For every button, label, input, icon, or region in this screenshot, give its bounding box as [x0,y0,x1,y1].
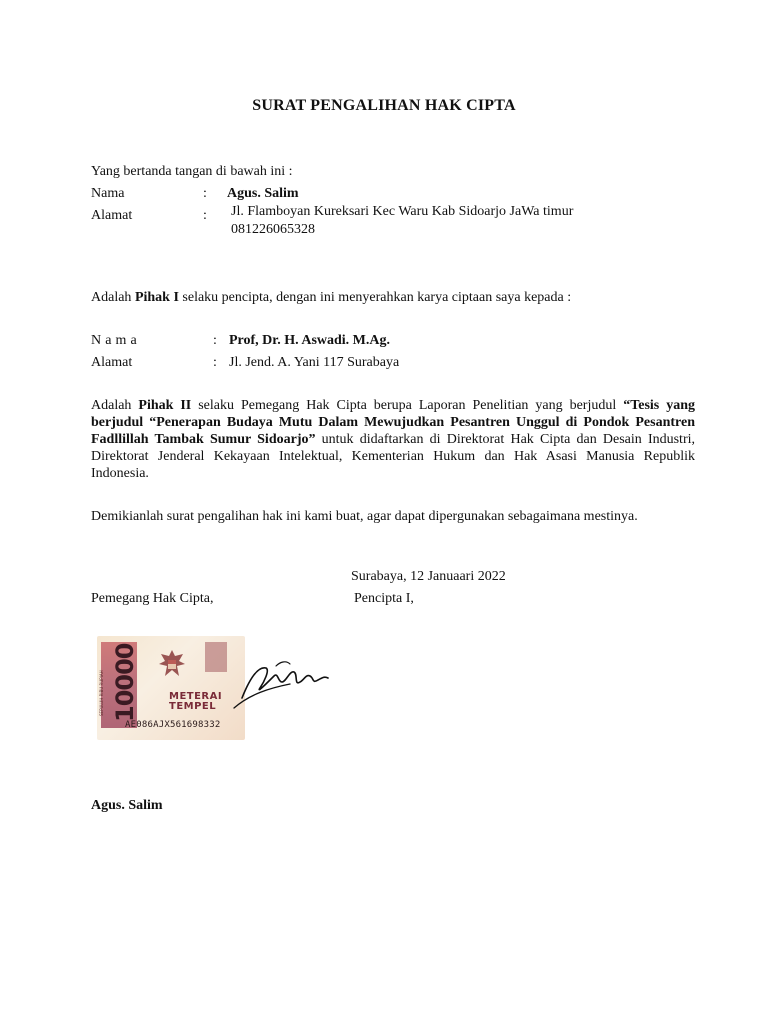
party1-address-line1: Jl. Flamboyan Kureksari Kec Waru Kab Sidoarjo JaWa timur [231,204,574,219]
signer-name: Agus. Salim [91,798,163,813]
party1-address-line2: 081226065328 [231,222,315,237]
party2-address-label: Alamat [91,355,133,370]
closing-paragraph: Demikianlah surat pengalihan hak ini kami buat, agar dapat dipergunakan sebagaimana mestinya. [91,509,638,524]
holder-label: Pemegang Hak Cipta, [91,591,214,606]
garuda-emblem-icon [157,648,187,682]
document-title: SURAT PENGALIHAN HAK CIPTA [252,97,516,114]
party1-address-colon: : [203,208,207,223]
stamp-serial: AE086AJX561698332 [125,720,221,730]
stamp-text-line2: TEMPEL [169,701,217,712]
party2-address-colon: : [213,355,217,370]
creator-label: Pencipta I, [354,591,414,606]
party1-address-label: Alamat [91,208,133,223]
party1-name-label: Nama [91,186,125,201]
stamp-text-line1: METERAI [169,691,223,702]
party2-name: Prof, Dr. H. Aswadi. M.Ag. [229,333,390,348]
stamp-signature-area [92,628,332,752]
stamp-text [169,692,222,712]
pihak1-sentence: Adalah Pihak I selaku pencipta, dengan ini menyerahkan karya ciptaan saya kepada : [91,290,572,305]
stamp-side-text: SEPULUH RIBU RUPIAH [99,670,104,716]
signature-image [220,638,332,718]
party2-address: Jl. Jend. A. Yani 117 Surabaya [229,355,400,370]
intro-text: Yang bertanda tangan di bawah ini : [91,164,293,179]
place-date: Surabaya, 12 Januaari 2022 [351,569,506,584]
party1-name: Agus. Salim [227,186,299,201]
party2-name-label: N a m a [91,333,138,348]
party2-name-colon: : [213,333,217,348]
pihak2-paragraph: Adalah Pihak II selaku Pemegang Hak Cipta berupa Laporan Penelitian yang berjudul “Tesis yang berjudul “Penerapan Budaya Mutu Dalam Mewujudkan Pesantren Unggul di Pondok Pesantren Fadllillah Tambak Sumur Sidoarjo” untuk didaftarkan di Direktorat Hak Cipta dan Desain Industri, Direktorat Jenderal Kekayaan Intelektual, Kementerian Hukum dan Hak Asasi Manusia Republik Indonesia. [91,398,695,481]
party1-name-colon: : [203,186,207,201]
stamp-value: 10000 [111,643,139,722]
